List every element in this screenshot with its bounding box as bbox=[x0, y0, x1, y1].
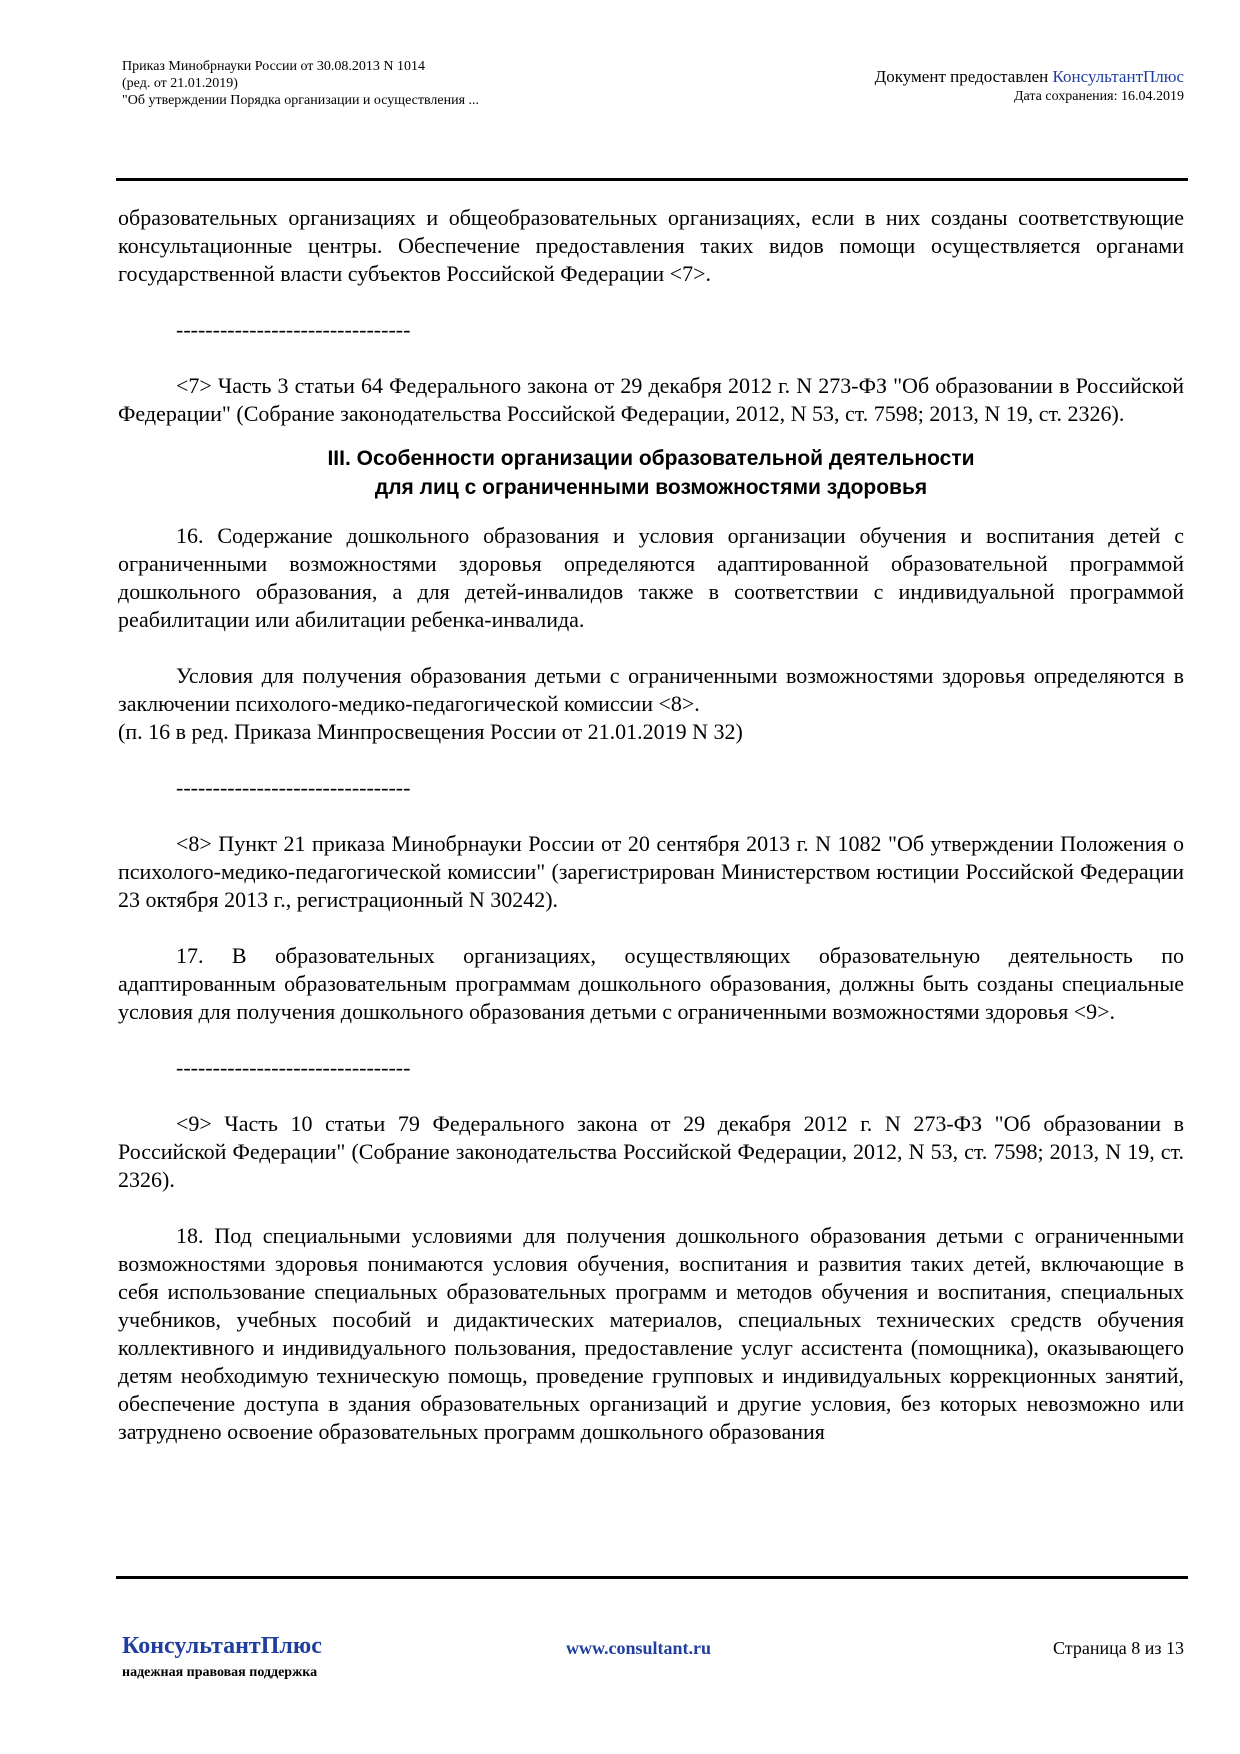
footnote-8: <8> Пункт 21 приказа Минобрнауки России от 20 сентября 2013 г. N 1082 "Об утверждении Положения о психолого-медико-педагогической комиссии" (зарегистрирован Министерством юстиции Российской Федерации 23 октября 2013 г., регистрационный N 30242). bbox=[118, 831, 1184, 912]
document-body bbox=[118, 204, 1184, 1446]
footnote-separator: -------------------------------- bbox=[176, 775, 411, 800]
logo-wordmark: КонсультантПлюс bbox=[122, 1633, 322, 1659]
paragraph-16-revision-note: (п. 16 в ред. Приказа Минпросвещения России от 21.01.2019 N 32) bbox=[118, 719, 743, 744]
section-title bbox=[118, 444, 1184, 502]
header-divider bbox=[116, 178, 1188, 181]
provider-line bbox=[875, 66, 1184, 88]
footer-divider bbox=[116, 1576, 1188, 1579]
page-footer bbox=[122, 1632, 1184, 1692]
document-provider bbox=[875, 66, 1184, 106]
footnote-7: <7> Часть 3 статьи 64 Федерального закона от 29 декабря 2012 г. N 273-ФЗ "Об образовании в Российской Федерации" (Собрание законодательства Российской Федерации, 2012, N 53, ст. 7598; 2013, N 19, ст. 2326). bbox=[118, 373, 1184, 426]
footnote-9: <9> Часть 10 статьи 79 Федерального закона от 29 декабря 2012 г. N 273-ФЗ "Об образовании в Российской Федерации" (Собрание законодательства Российской Федерации, 2012, N 53, ст. 7598; 2013, N 19, ст. 2326). bbox=[118, 1111, 1184, 1192]
citation-revision: (ред. от 21.01.2019) bbox=[122, 76, 238, 91]
section-title-line2: для лиц с ограниченными возможностями здоровья bbox=[374, 476, 928, 499]
page-header bbox=[122, 58, 1184, 178]
paragraph-16: 16. Содержание дошкольного образования и условия организации обучения и воспитания детей с ограниченными возможностями здоровья определяются адаптированной образовательной программой дошкольного образования, а для детей-инвалидов также в соответствии с индивидуальной программой реабилитации или абилитации ребенка-инвалида. bbox=[118, 523, 1184, 632]
logo-tagline: надежная правовая поддержка bbox=[122, 1665, 318, 1680]
footnote-separator: -------------------------------- bbox=[176, 317, 411, 342]
website-link[interactable]: www.consultant.ru bbox=[566, 1638, 712, 1658]
section-title-line1: III. Особенности организации образовательной деятельности bbox=[327, 447, 975, 470]
page-number: Страница 8 из 13 bbox=[1053, 1638, 1184, 1658]
provider-prefix: Документ предоставлен bbox=[874, 67, 1053, 86]
document-citation bbox=[122, 58, 479, 109]
paragraph-16-conditions: Условия для получения образования детьми с ограниченными возможностями здоровья определяются в заключении психолого-медико-педагогической комиссии <8>. bbox=[118, 663, 1184, 716]
consultant-logo[interactable] bbox=[122, 1632, 322, 1682]
paragraph-continuation: образовательных организациях и общеобразовательных организациях, если в них созданы соответствующие консультационные центры. Обеспечение предоставления таких видов помощи осуществляется органами государственной власти субъектов Российской Федерации <7>. bbox=[118, 205, 1184, 286]
footnote-separator: -------------------------------- bbox=[176, 1055, 411, 1080]
citation-subject: "Об утверждении Порядка организации и осуществления ... bbox=[122, 93, 480, 108]
provider-brand-link[interactable]: КонсультантПлюс bbox=[1052, 67, 1184, 86]
paragraph-17: 17. В образовательных организациях, осуществляющих образовательную деятельность по адаптированным образовательным программам дошкольного образования, должны быть созданы специальные условия для получения дошкольного образования детьми с ограниченными возможностями здоровья <9>. bbox=[118, 943, 1184, 1024]
citation-title: Приказ Минобрнауки России от 30.08.2013 N 1014 bbox=[122, 59, 426, 74]
paragraph-18: 18. Под специальными условиями для получения дошкольного образования детьми с ограниченными возможностями здоровья понимаются условия обучения, воспитания и развития таких детей, включающие в себя использование специальных образовательных программ и методов обучения и воспитания, специальных учебников, учебных пособий и дидактических материалов, специальных технических средств обучения коллективного и индивидуального пользования, предоставление услуг ассистента (помощника), оказывающего детям необходимую техническую помощь, проведение групповых и индивидуальных коррекционных занятий, обеспечение доступа в здания образовательных организаций и другие условия, без которых невозможно или затруднено освоение образовательных программ дошкольного образования bbox=[118, 1223, 1184, 1444]
save-date: Дата сохранения: 16.04.2019 bbox=[1013, 89, 1184, 104]
